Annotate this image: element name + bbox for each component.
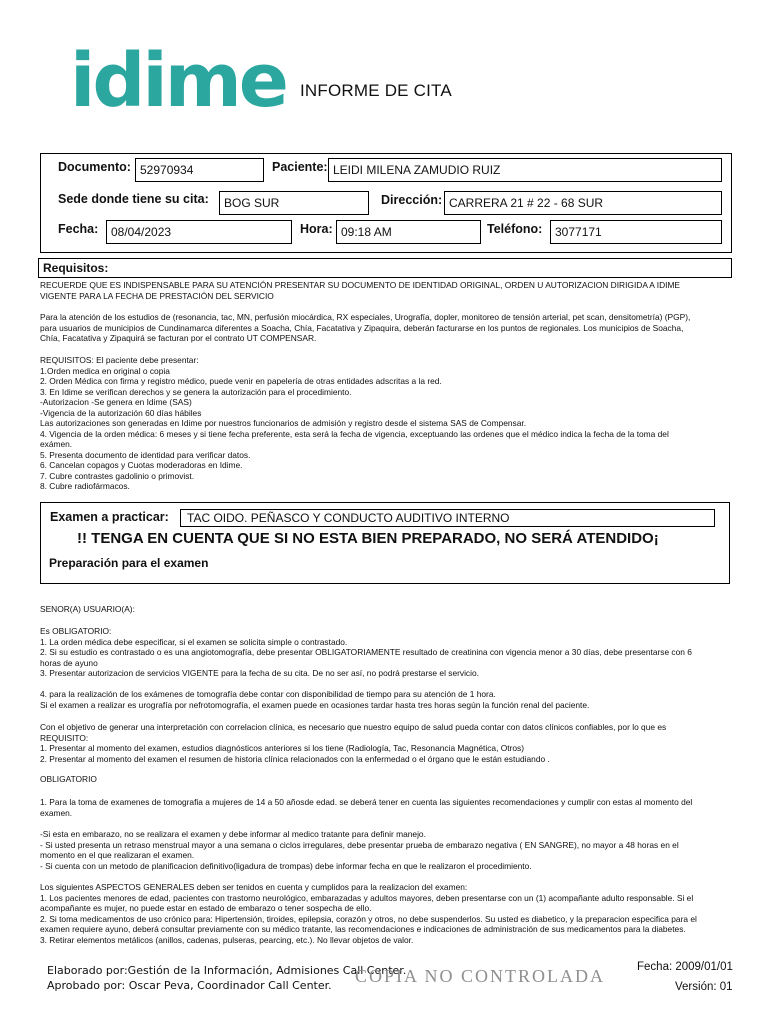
direccion-value: CARRERA 21 # 22 - 68 SUR [444,191,722,215]
elaborado-por: Elaborado por:Gestión de la Información, Admisiones Call Center. [47,964,407,977]
documento-label: Documento: [58,160,131,174]
footer-credits [47,964,406,993]
aspectos-generales: Los siguientes ASPECTOS GENERALES deben ser tenidos en cuenta y cumplidos para la realizacion del examen: 1. Los pacientes menores de edad, pacientes con trastorno neurológico, embarazadas y adultos mayores, deben presentarse con un (1) acompañante adulto responsable. Si el acompañante es mujer, no puede estar en estado de embarazo o tener sospecha de ello. 2. Si toma medicamentos de uso crónico para: Hipertensión, tiroides, epilepsia, corazón y otros, no debe suspenderlos. Su usted es diabetico, y la preparacion especifica para el examen requiere ayuno, deberá consultar previamente con su médico tratante, las recomendaciones e indicaciones de administración de sus medicamentos para la diabetes. 3. Retirar elementos metálicos (anillos, cadenas, pulseras, pearcing, etc.). No llevar objetos de valor. [40,882,697,945]
preparacion-mujeres: 1. Para la toma de examenes de tomografia a mujeres de 14 a 50 añosde edad. se deberá tener en cuenta las siguientes recomendaciones y cumplir con estas al momento del examen. [40,797,693,818]
telefono-label: Teléfono: [487,222,543,236]
hora-label: Hora: [300,222,333,236]
preparacion-greeting: SENOR(A) USUARIO(A): [40,604,135,614]
preparacion-requisito: Con el objetivo de generar una interpretación con correlacion clínica, es necesario que nuestro equipo de salud pueda contar con datos clínicos confiables, por lo que es REQUISITO: 1. Presentar al momento del examen, estudios diagnósticos anteriores si los tiene (Radiología, Tac, Resonancia Magnética, Otros) 2. Presentar al momento del examen el resumen de historia clínica relacionados con la enfermedad o el órgano que le están estudiando . [40,722,667,764]
obligatorio-heading: OBLIGATORIO [40,774,97,784]
aprobado-por: Aprobado por: Oscar Peva, Coordinador Call Center. [47,978,332,992]
copia-no-controlada-stamp: COPIA NO CONTROLADA [355,966,606,986]
sede-value: BOG SUR [219,191,369,215]
direccion-label: Dirección: [381,193,443,207]
requisitos-list: REQUISITOS: El paciente debe presentar: 1.Orden medica en original o copia 2. Orden Médica con firma y registro médico, puede venir en papelería de otras entidades adscritas a la red. 3. En Idime se verifican derechos y se genera la autorización para el procedimiento. -Autorizacion -Se genera en Idime (SAS) -Vigencia de la autorización 60 días hábiles Las autorizaciones son generadas en Idime por nuestros funcionarios de admisión y registro desde el sistema SAS de Compensar. 4. Vigencia de la orden médica: 6 meses y si tiene fecha preferente, esta será la fecha de vigencia, exceptuando las ordenes que el médico indica la fecha de la toma del exámen. 5. Presenta documento de identidad para verificar datos. 6. Cancelan copagos y Cuotas moderadoras en Idime. 7. Cubre contrastes gadolinio o primovist. 8. Cubre radiofármacos. [40,355,669,491]
requisitos-title: Requisitos: [43,261,109,275]
page-title: INFORME DE CITA [300,81,452,100]
warning-text: !! TENGA EN CUENTA QUE SI NO ESTA BIEN PREPARADO, NO SERÁ ATENDIDO¡ [77,530,659,547]
requisitos-paragraph-1: RECUERDE QUE ES INDISPENSABLE PARA SU ATENCIÓN PRESENTAR SU DOCUMENTO DE IDENTIDAD ORIGINAL, ORDEN U AUTORIZACION DIRIGIDA A IDIME VIGENTE PARA LA FECHA DE PRESTACIÓN DEL SERVICIO [40,280,681,301]
documento-value: 52970934 [135,158,264,182]
footer-version: Versión: 01 [675,981,733,993]
preparacion-obligatorio: Es OBLIGATORIO: 1. La orden médica debe especificar, si el examen se solicita simple o contrastado. 2. Si su estudio es contrastado o es una angiotomografía, debe presentar OBLIGATORIAMENTE resultado de creatinina con vigencia menor a 30 días, debe presentarse con 6 horas de ayuno 3. Presentar autorizacion de servicios VIGENTE para la fecha de su cita. De no ser así, no podrá prestarse el servicio. [40,626,692,678]
preparacion-label: Preparación para el examen [49,556,209,570]
fecha-value: 08/04/2023 [106,220,292,244]
examen-label: Examen a practicar: [50,510,169,524]
hora-value: 09:18 AM [336,220,481,244]
preparacion-tiempo: 4. para la realización de los exámenes de tomografía debe contar con disponibilidad de tiempo para su atención de 1 hora. Si el examen a realizar es urografía por nefrotomografía, el examen puede en ocasiones tardar hasta tres horas según la función renal del paciente. [40,689,590,710]
paciente-value: LEIDI MILENA ZAMUDIO RUIZ [328,158,722,182]
requisitos-header-box [38,258,732,278]
preparacion-embarazo: -Si esta en embarazo, no se realizara el examen y debe informar al medico tratante para definir manejo. - Si usted presenta un retraso menstrual mayor a una semana o ciclos irregulares, debe presentar prueba de embarazo negativa ( EN SANGRE), no mayor a 48 horas en el momento en el que realizaran el examen. - Si cuenta con un metodo de planificacion definitivo(ligadura de trompas) debe informar fecha en que le realizaron el procedimiento. [40,829,679,871]
sede-label: Sede donde tiene su cita: [58,192,209,206]
fecha-label: Fecha: [58,222,99,236]
telefono-value: 3077171 [550,220,722,244]
idime-logo: idime [70,38,286,124]
examen-value: TAC OIDO. PEÑASCO Y CONDUCTO AUDITIVO INTERNO [180,509,715,527]
paciente-label: Paciente: [272,160,328,174]
requisitos-paragraph-2: Para la atención de los estudios de (resonancia, tac, MN, perfusión miocárdica, RX especiales, Urografía, dopler, monitoreo de tensión arterial, pet scan, densitometría) (PGP), para usuarios de municipios de Cundinamarca diferentes a Soacha, Chía, Facatativa y Zipaquira, deberán facturarse en los puntos de regionales. Los municipios de Soacha, Chía, Facatativa y Zipaquirá se facturan por el contrato UT COMPENSAR. [40,312,691,343]
footer-fecha: Fecha: 2009/01/01 [637,961,733,973]
